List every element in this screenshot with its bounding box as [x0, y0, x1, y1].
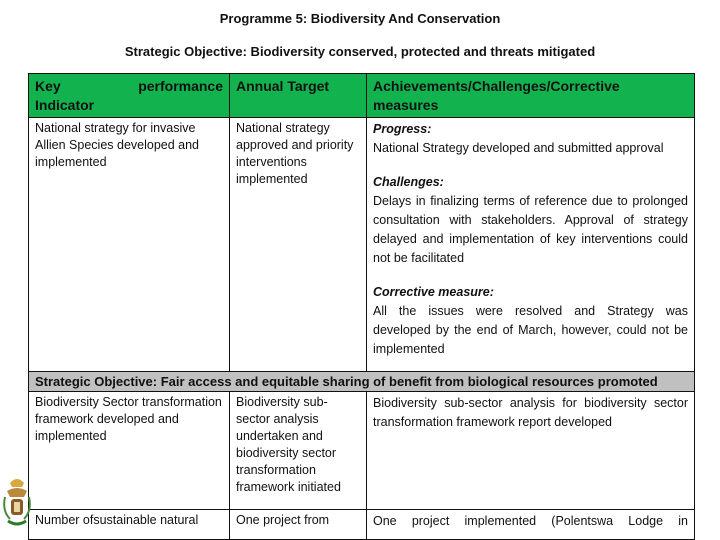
- table-row: [29, 118, 695, 372]
- challenges-label: Challenges:: [373, 175, 444, 189]
- header-kpi-word1: Key: [35, 78, 61, 94]
- header-achievements: Achievements/Challenges/Corrective measures: [367, 74, 695, 118]
- achievement-cell: One project implemented (Polentswa Lodge in: [367, 510, 695, 540]
- kpi-cell: Biodiversity Sector transformation framework developed and implemented: [29, 392, 230, 510]
- table-header-row: [29, 74, 695, 118]
- table-row: [29, 510, 695, 540]
- kpi-cell: Number ofsustainable natural: [29, 510, 230, 540]
- kpi-cell: National strategy for invasive Allien Species developed and implemented: [29, 118, 230, 372]
- achievement-cell: [367, 118, 695, 372]
- strategic-objective-heading: Strategic Objective: Biodiversity conserved, protected and threats mitigated: [124, 44, 596, 59]
- corrective-label: Corrective measure:: [373, 285, 494, 299]
- corrective-text: All the issues were resolved and Strategy was developed by the end of March, however, could not be implemented: [373, 304, 688, 356]
- target-cell: One project from: [230, 510, 367, 540]
- header-kpi: [29, 74, 230, 118]
- performance-table: [28, 73, 695, 540]
- progress-text: National Strategy developed and submitted approval: [373, 141, 664, 155]
- challenges-text: Delays in finalizing terms of reference due to prolonged consultation with stakeholders. Approval of strategy delayed and implementation of key interventions could not be facilitated: [373, 194, 688, 265]
- table-row: [29, 392, 695, 510]
- progress-label: Progress:: [373, 122, 432, 136]
- header-kpi-word2: performance: [138, 78, 223, 94]
- strategic-objective-2: Strategic Objective: Fair access and equitable sharing of benefit from biological resources promoted: [29, 372, 695, 392]
- coat-of-arms-icon: [2, 475, 32, 535]
- programme-title: Programme 5: Biodiversity And Conservation: [219, 11, 501, 26]
- header-kpi-line2: Indicator: [35, 97, 95, 113]
- target-cell: Biodiversity sub-sector analysis undertaken and biodiversity sector transformation framework initiated: [230, 392, 367, 510]
- header-annual-target: Annual Target: [230, 74, 367, 118]
- target-cell: National strategy approved and priority interventions implemented: [230, 118, 367, 372]
- strategic-objective-row: [29, 372, 695, 392]
- achievement-cell: Biodiversity sub-sector analysis for biodiversity sector transformation framework report developed: [367, 392, 695, 510]
